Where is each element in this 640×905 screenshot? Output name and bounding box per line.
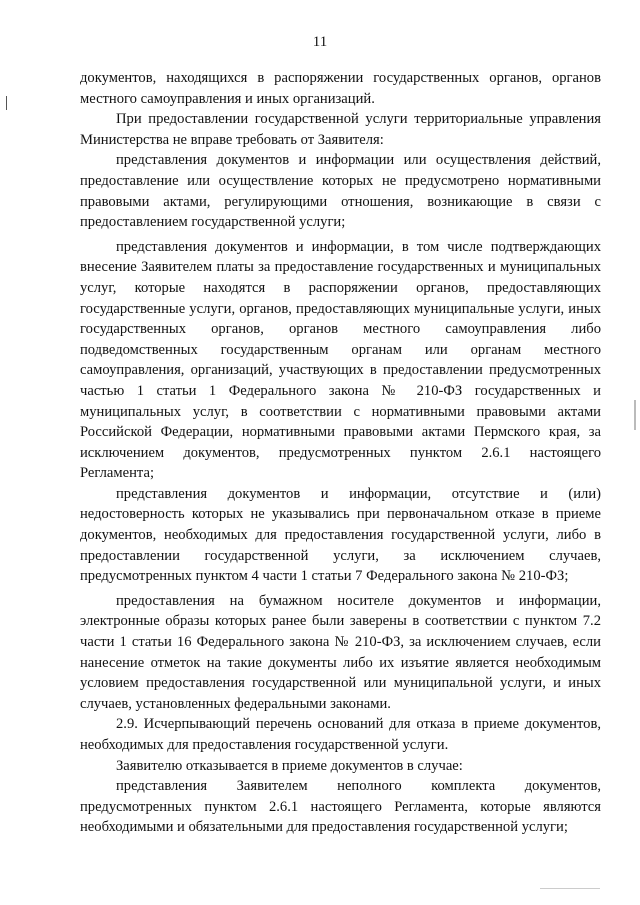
document-body <box>80 68 601 838</box>
paragraph: представления документов и информации, в том числе подтверждающих внесение Заявителем платы за предоставление государственных и муниципальных услуг, которые находятся в распоряжении органов, предоставляющих государственные услуги, органов, предоставляющих муниципальные услуги, иных государственных органов, органов местного самоуправления либо подведомственных государственным органам или органам местного самоуправления, организаций, участвующих в предоставлении предусмотренных частью 1 статьи 1 Федерального закона № 210-ФЗ государственных и муниципальных услуг, в соответствии с нормативными правовыми актами Российской Федерации, нормативными правовыми актами Пермского края, за исключением документов, предусмотренных пунктом 2.6.1 настоящего Регламента; <box>80 238 601 482</box>
page-number: 11 <box>312 34 328 50</box>
paragraph: При предоставлении государственной услуги территориальные управления Министерства не вправе требовать от Заявителя: <box>80 111 601 148</box>
paragraph: Заявителю отказывается в приеме документов в случае: <box>116 757 463 774</box>
scan-artifact <box>540 888 600 889</box>
section-heading-2-9: 2.9. Исчерпывающий перечень оснований для отказа в приеме документов, необходимых для предоставления государственной услуги. <box>80 716 601 753</box>
scan-artifact <box>634 400 636 430</box>
scan-artifact <box>6 96 7 110</box>
paragraph: представления документов и информации или осуществления действий, предоставление или осуществление которых не предусмотрено нормативными правовыми актами, регулирующими отношения, возникающие в связи с предоставлением государственной услуги; <box>80 152 601 231</box>
paragraph: документов, находящихся в распоряжении государственных органов, органов местного самоуправления и иных организаций. <box>80 70 601 107</box>
paragraph: предоставления на бумажном носителе документов и информации, электронные образы которых ранее были заверены в соответствии с пунктом 7.2 части 1 статьи 16 Федерального закона № 210-ФЗ, за исключением случаев, если нанесение отметок на такие документы либо их изъятие является необходимым условием предоставления государственной или муниципальной услуги, и иных случаев, установленных федеральными законами. <box>80 592 601 712</box>
paragraph: представления Заявителем неполного комплекта документов, предусмотренных пунктом 2.6.1 настоящего Регламента, которые являются необходимыми и обязательными для предоставления государственной услуги; <box>80 778 601 836</box>
paragraph: представления документов и информации, отсутствие и (или) недостоверность которых не указывались при первоначальном отказе в приеме документов, необходимых для предоставления государственной услуги, либо в предоставлении государственной услуги, за исключением случаев, предусмотренных пунктом 4 части 1 статьи 7 Федерального закона № 210-ФЗ; <box>80 485 601 585</box>
